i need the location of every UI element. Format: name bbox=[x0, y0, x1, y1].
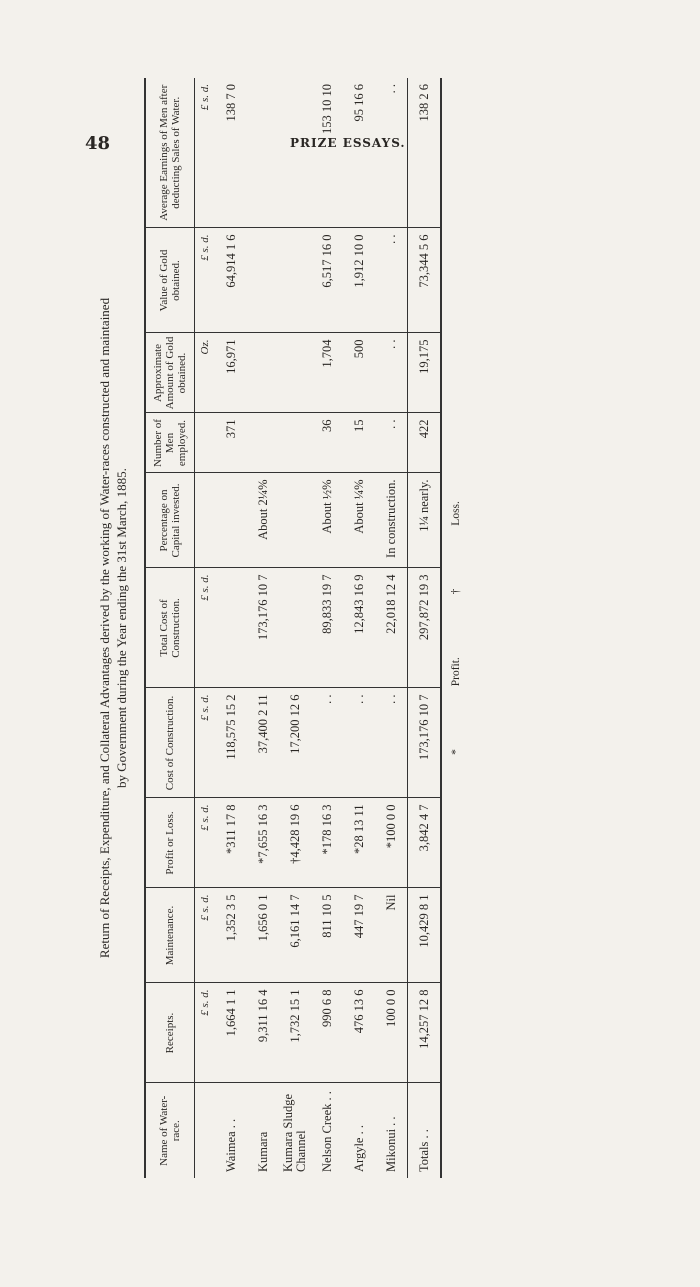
cell-value bbox=[247, 228, 279, 333]
cell-name: Kumara bbox=[255, 1131, 270, 1172]
cell-earnings: 95 16 6 bbox=[343, 78, 375, 228]
cell-men: . . bbox=[375, 413, 408, 473]
col-header-men: Number of Men employed. bbox=[145, 413, 195, 473]
cell-total: 173,176 10 7 bbox=[247, 568, 279, 688]
cell-earnings: 153 10 10 bbox=[311, 78, 343, 228]
table-row bbox=[343, 78, 375, 1178]
cell-total: 89,833 19 7 bbox=[311, 568, 343, 688]
cell-value: . . bbox=[375, 228, 408, 333]
unit-cell: £ s. d. bbox=[195, 568, 216, 688]
cell-profit: †4,428 19 6 bbox=[279, 798, 311, 888]
footnote-loss: † Loss. bbox=[450, 501, 462, 595]
cell-receipts: 476 13 6 bbox=[343, 983, 375, 1083]
page-number: 48 bbox=[85, 133, 111, 154]
cell-maintenance: 447 19 7 bbox=[343, 888, 375, 983]
cell-total bbox=[279, 568, 311, 688]
cell-value bbox=[279, 228, 311, 333]
rotated-return-table-block bbox=[96, 78, 566, 1178]
cell-receipts: 9,311 16 4 bbox=[247, 983, 279, 1083]
col-header-profit: Profit or Loss. bbox=[145, 798, 195, 888]
cell-name: Kumara Sludge Channel bbox=[281, 1093, 308, 1172]
cell-cost: . . bbox=[311, 688, 343, 798]
running-head: PRIZE ESSAYS. bbox=[290, 136, 406, 150]
cell-gold: 500 bbox=[343, 333, 375, 413]
cell-receipts: 1,664 1 1 bbox=[215, 983, 247, 1083]
cell-total bbox=[215, 568, 247, 688]
cell-cost: 118,575 15 2 bbox=[215, 688, 247, 798]
cell-men: 15 bbox=[343, 413, 375, 473]
cell-gold: 1,704 bbox=[311, 333, 343, 413]
totals-gold: 19,175 bbox=[408, 333, 442, 413]
totals-cost: 173,176 10 7 bbox=[408, 688, 442, 798]
cell-name: Waimea . . bbox=[223, 1118, 238, 1172]
totals-men: 422 bbox=[408, 413, 442, 473]
cell-pct: About ½% bbox=[311, 473, 343, 568]
cell-earnings: 138 7 0 bbox=[215, 78, 247, 228]
cell-name: Nelson Creek . . bbox=[319, 1091, 334, 1172]
unit-cell bbox=[195, 413, 216, 473]
table-row bbox=[279, 78, 311, 1178]
totals-row bbox=[408, 78, 442, 1178]
table-row bbox=[311, 78, 343, 1178]
header-row bbox=[145, 78, 195, 1178]
cell-name: Argyle . . bbox=[351, 1125, 366, 1172]
col-header-receipts: Receipts. bbox=[145, 983, 195, 1083]
cell-total: 22,018 12 4 bbox=[375, 568, 408, 688]
col-header-name: Name of Water-race. bbox=[145, 1083, 195, 1178]
cell-profit: *311 17 8 bbox=[215, 798, 247, 888]
totals-receipts: 14,257 12 8 bbox=[408, 983, 442, 1083]
cell-total: 12,843 16 9 bbox=[343, 568, 375, 688]
cell-earnings bbox=[247, 78, 279, 228]
unit-cell: £ s. d. bbox=[195, 688, 216, 798]
cell-maintenance: Nil bbox=[375, 888, 408, 983]
cell-receipts: 100 0 0 bbox=[375, 983, 408, 1083]
caption-line-1: Return of Receipts, Expenditure, and Collateral Advantages derived by the working of Water-races constructed and maintained bbox=[97, 297, 112, 959]
totals-value: 73,344 5 6 bbox=[408, 228, 442, 333]
cell-pct: About 2¼% bbox=[247, 473, 279, 568]
cell-cost: . . bbox=[375, 688, 408, 798]
cell-earnings bbox=[279, 78, 311, 228]
table-row bbox=[247, 78, 279, 1178]
water-race-return-table bbox=[144, 78, 442, 1178]
cell-profit: *100 0 0 bbox=[375, 798, 408, 888]
cell-men bbox=[247, 413, 279, 473]
cell-profit: *28 13 11 bbox=[343, 798, 375, 888]
cell-cost: . . bbox=[343, 688, 375, 798]
cell-profit: *7,655 16 3 bbox=[247, 798, 279, 888]
totals-total: 297,872 19 3 bbox=[408, 568, 442, 688]
units-row bbox=[195, 78, 216, 1178]
cell-value: 6,517 16 0 bbox=[311, 228, 343, 333]
col-header-gold-value: Value of Gold obtained. bbox=[145, 228, 195, 333]
unit-cell bbox=[195, 1083, 216, 1178]
cell-maintenance: 6,161 14 7 bbox=[279, 888, 311, 983]
col-header-cost: Cost of Construction. bbox=[145, 688, 195, 798]
cell-pct: In construction. bbox=[375, 473, 408, 568]
table-caption bbox=[96, 78, 132, 1178]
cell-gold: 16,971 bbox=[215, 333, 247, 413]
cell-receipts: 1,732 15 1 bbox=[279, 983, 311, 1083]
table-row bbox=[375, 78, 408, 1178]
cell-profit: *178 16 3 bbox=[311, 798, 343, 888]
cell-maintenance: 811 10 5 bbox=[311, 888, 343, 983]
caption-line-2: by Government during the Year ending the 31st March, 1885. bbox=[114, 468, 129, 788]
cell-maintenance: 1,656 0 1 bbox=[247, 888, 279, 983]
cell-cost: 37,400 2 11 bbox=[247, 688, 279, 798]
cell-earnings: . . bbox=[375, 78, 408, 228]
totals-label: Totals . . bbox=[408, 1083, 442, 1178]
cell-pct: About ¼% bbox=[343, 473, 375, 568]
cell-gold: . . bbox=[375, 333, 408, 413]
totals-maintenance: 10,429 8 1 bbox=[408, 888, 442, 983]
totals-profit: 3,842 4 7 bbox=[408, 798, 442, 888]
unit-cell: £ s. d. bbox=[195, 983, 216, 1083]
cell-men bbox=[279, 413, 311, 473]
table-row bbox=[215, 78, 247, 1178]
cell-men: 36 bbox=[311, 413, 343, 473]
unit-cell: £ s. d. bbox=[195, 888, 216, 983]
cell-pct bbox=[215, 473, 247, 568]
footnote-profit: * Profit. bbox=[450, 657, 462, 755]
col-header-gold-amount: Approximate Amount of Gold obtained. bbox=[145, 333, 195, 413]
totals-earnings: 138 2 6 bbox=[408, 78, 442, 228]
col-header-percentage: Percentage on Capital invested. bbox=[145, 473, 195, 568]
unit-cell: Oz. bbox=[195, 333, 216, 413]
col-header-earnings: Average Earnings of Men after deducting Sales of Water. bbox=[145, 78, 195, 228]
totals-pct: 1¼ nearly. bbox=[408, 473, 442, 568]
cell-name: Mikonui . . bbox=[383, 1116, 398, 1172]
cell-value: 64,914 1 6 bbox=[215, 228, 247, 333]
cell-pct bbox=[279, 473, 311, 568]
cell-value: 1,912 10 0 bbox=[343, 228, 375, 333]
unit-cell: £ s. d. bbox=[195, 798, 216, 888]
cell-cost: 17,200 12 6 bbox=[279, 688, 311, 798]
unit-cell bbox=[195, 473, 216, 568]
unit-cell: £ s. d. bbox=[195, 78, 216, 228]
cell-men: 371 bbox=[215, 413, 247, 473]
cell-gold bbox=[247, 333, 279, 413]
col-header-total-cost: Total Cost of Construction. bbox=[145, 568, 195, 688]
cell-receipts: 990 6 8 bbox=[311, 983, 343, 1083]
col-header-maintenance: Maintenance. bbox=[145, 888, 195, 983]
cell-gold bbox=[279, 333, 311, 413]
footnote bbox=[450, 78, 462, 1178]
unit-cell: £ s. d. bbox=[195, 228, 216, 333]
cell-maintenance: 1,352 3 5 bbox=[215, 888, 247, 983]
